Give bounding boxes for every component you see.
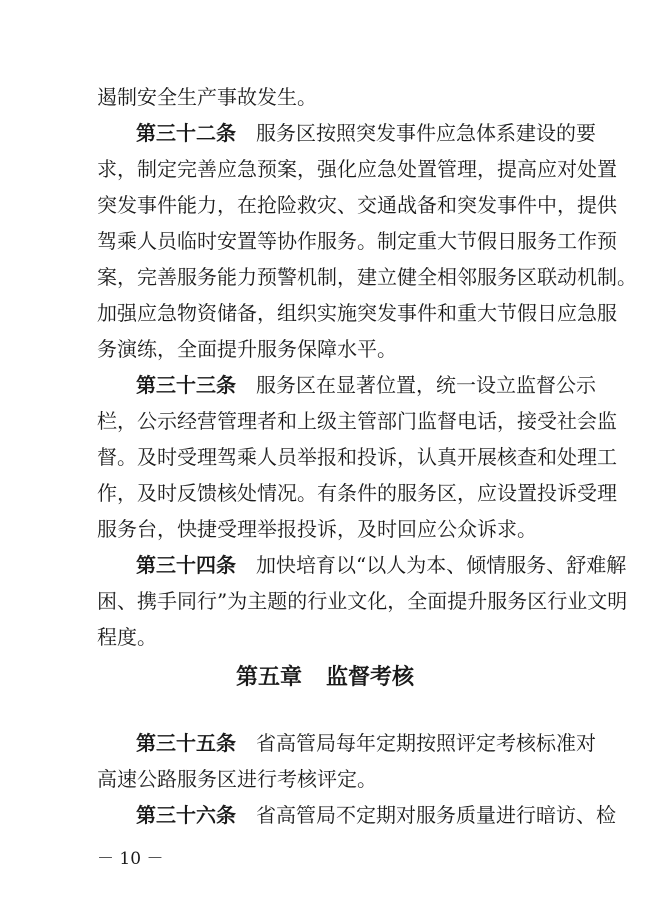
article-33-first-line — [136, 367, 596, 403]
page-number: － 10 － — [97, 849, 164, 869]
chapter-title: 监督考核 — [326, 664, 415, 690]
text-line: 服务台，快捷受理举报投诉，及时回应公众诉求。 — [97, 517, 537, 541]
text-segment: 服务区按照突发事件应急体系建设的要 — [256, 121, 596, 145]
article-36-first-line — [136, 797, 616, 833]
article-34-first-line — [136, 547, 627, 583]
article-number: 第三十五条 — [136, 731, 236, 755]
text-line: 驾乘人员临时安置等协作服务。制定重大节假日服务工作预 — [97, 229, 617, 253]
text-line: 困、携手同行”为主题的行业文化，全面提升服务区行业文明 — [97, 589, 628, 613]
text-line: 突发事件能力，在抢险救灾、交通战备和突发事件中，提供 — [97, 193, 617, 217]
article-32-first-line — [136, 115, 596, 151]
text-line: 高速公路服务区进行考核评定。 — [97, 767, 377, 791]
text-line: 案，完善服务能力预警机制，建立健全相邻服务区联动机制。 — [97, 265, 637, 289]
text-line: 务演练，全面提升服务保障水平。 — [97, 337, 397, 361]
text-line: 督。及时受理驾乘人员举报和投诉，认真开展核查和处理工 — [97, 445, 617, 469]
text-segment: 省高管局不定期对服务质量进行暗访、检 — [256, 803, 616, 827]
chapter-number: 第五章 — [235, 664, 302, 690]
text-line: 作，及时反馈核处情况。有条件的服务区，应设置投诉受理 — [97, 481, 617, 505]
article-number: 第三十四条 — [136, 553, 236, 577]
article-number: 第三十二条 — [136, 121, 236, 145]
text-segment: 省高管局每年定期按照评定考核标准对 — [256, 731, 596, 755]
article-number: 第三十六条 — [136, 803, 236, 827]
article-number: 第三十三条 — [136, 373, 236, 397]
text-segment: 加快培育以“以人为本、倾情服务、舒难解 — [256, 553, 627, 577]
article-35-first-line — [136, 725, 596, 761]
chapter-heading — [0, 657, 650, 697]
text-line: 加强应急物资储备，组织实施突发事件和重大节假日应急服 — [97, 301, 617, 325]
text-line: 程度。 — [97, 625, 157, 649]
text-segment: 服务区在显著位置，统一设立监督公示 — [256, 373, 596, 397]
text-line: 求，制定完善应急预案，强化应急处置管理，提高应对处置 — [97, 157, 617, 181]
text-line: 遏制安全生产事故发生。 — [97, 85, 317, 109]
text-line: 栏，公示经营管理者和上级主管部门监督电话，接受社会监 — [97, 409, 617, 433]
